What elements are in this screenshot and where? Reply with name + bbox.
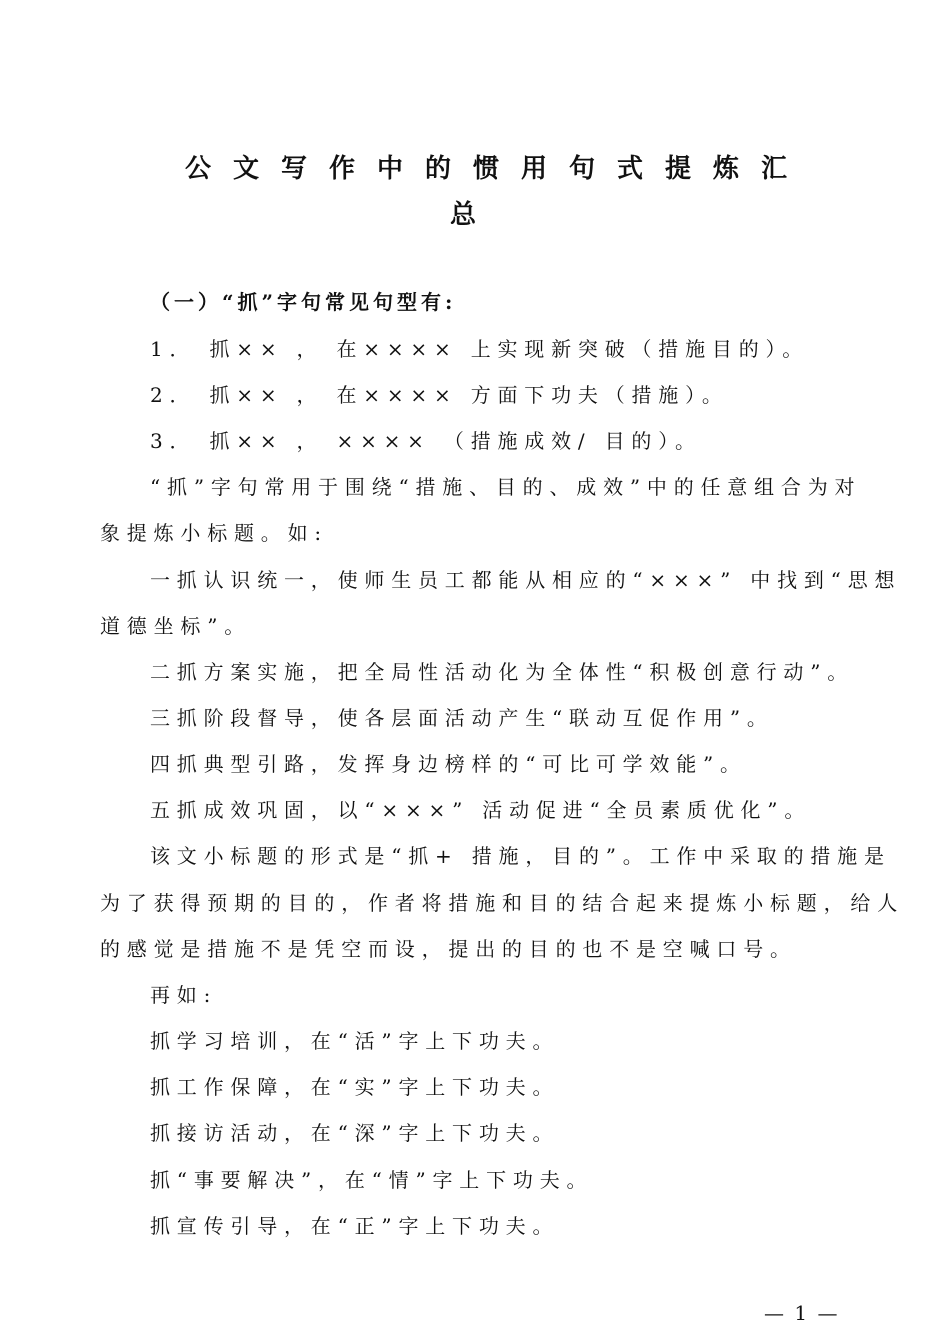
paragraph-line: 为了获得预期的目的，作者将措施和目的结合起来提炼小标题，给人	[100, 891, 904, 915]
example-line: 抓宣传引导，在“正”字上下功夫。	[150, 1214, 560, 1238]
pattern-item-2: 2． 抓×× ， 在×××× 方面下功夫（措施）。	[150, 383, 729, 407]
example-line: 抓工作保障，在“实”字上下功夫。	[150, 1075, 560, 1099]
example-line: 抓接访活动，在“深”字上下功夫。	[150, 1121, 560, 1145]
example-line: 抓学习培训，在“活”字上下功夫。	[150, 1029, 560, 1053]
paragraph-line: 一抓认识统一，使师生员工都能从相应的“×××” 中找到“思想	[150, 568, 902, 592]
example-line: 五抓成效巩固，以“×××” 活动促进“全员素质优化”。	[150, 798, 812, 822]
example-line: 三抓阶段督导，使各层面活动产生“联动互促作用”。	[150, 706, 774, 730]
example-line: 四抓典型引路，发挥身边榜样的“可比可学效能”。	[150, 752, 747, 776]
paragraph-line: “抓”字句常用于围绕“措施、目的、成效”中的任意组合为对	[150, 475, 862, 499]
document-title-line-2: 总	[450, 200, 477, 230]
paragraph-line: 该文小标题的形式是“抓+ 措施，目的”。工作中采取的措施是	[150, 844, 891, 868]
document-title-line-1: 公文写作中的惯用句式提炼汇	[185, 154, 810, 184]
paragraph-line: 的感觉是措施不是凭空而设，提出的目的也不是空喊口号。	[100, 937, 797, 961]
example-line: 抓“事要解决”，在“情”字上下功夫。	[150, 1168, 594, 1192]
pattern-item-1: 1． 抓×× ， 在×××× 上实现新突破（措施目的）。	[150, 337, 810, 361]
section-heading: （一）“抓”字句常见句型有:	[150, 290, 457, 314]
paragraph-line: 再如:	[150, 983, 218, 1007]
page-number: — 1 —	[764, 1301, 840, 1325]
pattern-item-3: 3． 抓×× ， ×××× （措施成效/ 目的）。	[150, 429, 702, 453]
example-line: 二抓方案实施，把全局性活动化为全体性“积极创意行动”。	[150, 660, 855, 684]
paragraph-line: 道德坐标”。	[100, 614, 252, 638]
paragraph-line: 象提炼小标题。如:	[100, 521, 328, 545]
